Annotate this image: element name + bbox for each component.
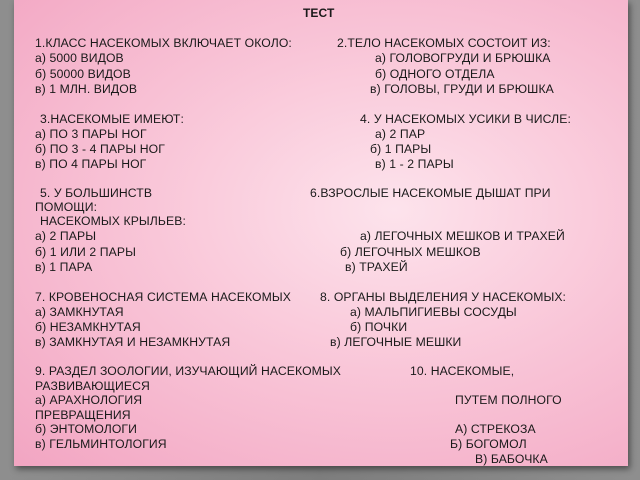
- page-title: ТЕСТ: [303, 6, 335, 20]
- q10-option-a: А) СТРЕКОЗА: [455, 422, 536, 436]
- q10-option-b: Б) БОГОМОЛ: [450, 437, 527, 451]
- q5-option-b: б) 1 ИЛИ 2 ПАРЫ: [35, 245, 136, 259]
- q5-option-a: а) 2 ПАРЫ: [35, 229, 97, 243]
- q6-option-b: б) ЛЕГОЧНЫХ МЕШКОВ: [340, 245, 481, 259]
- q10-option-c: В) БАБОЧКА: [475, 452, 548, 466]
- q8-option-a: а) МАЛЬПИГИЕВЫ СОСУДЫ: [350, 305, 517, 319]
- question-10-cont-3: ПРЕВРАЩЕНИЯ: [35, 408, 131, 422]
- question-5: 5. У БОЛЬШИНСТВ: [40, 186, 153, 200]
- question-6: 6.ВЗРОСЛЫЕ НАСЕКОМЫЕ ДЫШАТ ПРИ: [310, 186, 551, 200]
- question-10-cont-1: РАЗВИВАЮЩИЕСЯ: [35, 379, 150, 393]
- q3-option-c: в) ПО 4 ПАРЫ НОГ: [35, 157, 147, 171]
- question-10-cont-2: ПУТЕМ ПОЛНОГО: [455, 393, 562, 407]
- q5-option-c: в) 1 ПАРА: [35, 260, 93, 274]
- question-2: 2.ТЕЛО НАСЕКОМЫХ СОСТОИТ ИЗ:: [337, 36, 551, 50]
- q2-option-b: б) ОДНОГО ОТДЕЛА: [375, 67, 495, 81]
- q8-option-b: б) ПОЧКИ: [350, 320, 408, 334]
- q6-option-a: а) ЛЕГОЧНЫХ МЕШКОВ И ТРАХЕЙ: [360, 229, 565, 243]
- question-5-cont: НАСЕКОМЫХ КРЫЛЬЕВ:: [40, 214, 186, 228]
- q3-option-b: б) ПО 3 - 4 ПАРЫ НОГ: [35, 142, 165, 156]
- question-6-cont: ПОМОЩИ:: [35, 200, 98, 214]
- q2-option-c: в) ГОЛОВЫ, ГРУДИ И БРЮШКА: [370, 82, 554, 96]
- question-1: 1.КЛАСС НАСЕКОМЫХ ВКЛЮЧАЕТ ОКОЛО:: [35, 36, 292, 50]
- q8-option-c: в) ЛЕГОЧНЫЕ МЕШКИ: [330, 335, 462, 349]
- question-7: 7. КРОВЕНОСНАЯ СИСТЕМА НАСЕКОМЫХ: [35, 290, 291, 304]
- q4-option-b: б) 1 ПАРЫ: [370, 142, 432, 156]
- q9-option-a: а) АРАХНОЛОГИЯ: [35, 393, 143, 407]
- question-9: 9. РАЗДЕЛ ЗООЛОГИИ, ИЗУЧАЮЩИЙ НАСЕКОМЫХ: [35, 364, 342, 378]
- question-4: 4. У НАСЕКОМЫХ УСИКИ В ЧИСЛЕ:: [360, 112, 571, 126]
- q4-option-a: а) 2 ПАР: [375, 127, 426, 141]
- q4-option-c: в) 1 - 2 ПАРЫ: [375, 157, 454, 171]
- q1-option-c: в) 1 МЛН. ВИДОВ: [35, 82, 138, 96]
- question-10: 10. НАСЕКОМЫЕ,: [410, 364, 515, 378]
- q9-option-c: в) ГЕЛЬМИНТОЛОГИЯ: [35, 437, 167, 451]
- q1-option-a: а) 5000 ВИДОВ: [35, 51, 124, 65]
- q7-option-b: б) НЕЗАМКНУТАЯ: [35, 320, 141, 334]
- question-8: 8. ОРГАНЫ ВЫДЕЛЕНИЯ У НАСЕКОМЫХ:: [320, 290, 567, 304]
- q1-option-b: б) 50000 ВИДОВ: [35, 67, 131, 81]
- q9-option-b: б) ЭНТОМОЛОГИ: [35, 422, 137, 436]
- q6-option-c: в) ТРАХЕЙ: [345, 260, 408, 274]
- q3-option-a: а) ПО 3 ПАРЫ НОГ: [35, 127, 147, 141]
- q7-option-a: а) ЗАМКНУТАЯ: [35, 305, 124, 319]
- question-3: 3.НАСЕКОМЫЕ ИМЕЮТ:: [40, 112, 184, 126]
- q2-option-a: а) ГОЛОВОГРУДИ И БРЮШКА: [375, 51, 551, 65]
- slide: [14, 0, 628, 466]
- q7-option-c: в) ЗАМКНУТАЯ И НЕЗАМКНУТАЯ: [35, 335, 231, 349]
